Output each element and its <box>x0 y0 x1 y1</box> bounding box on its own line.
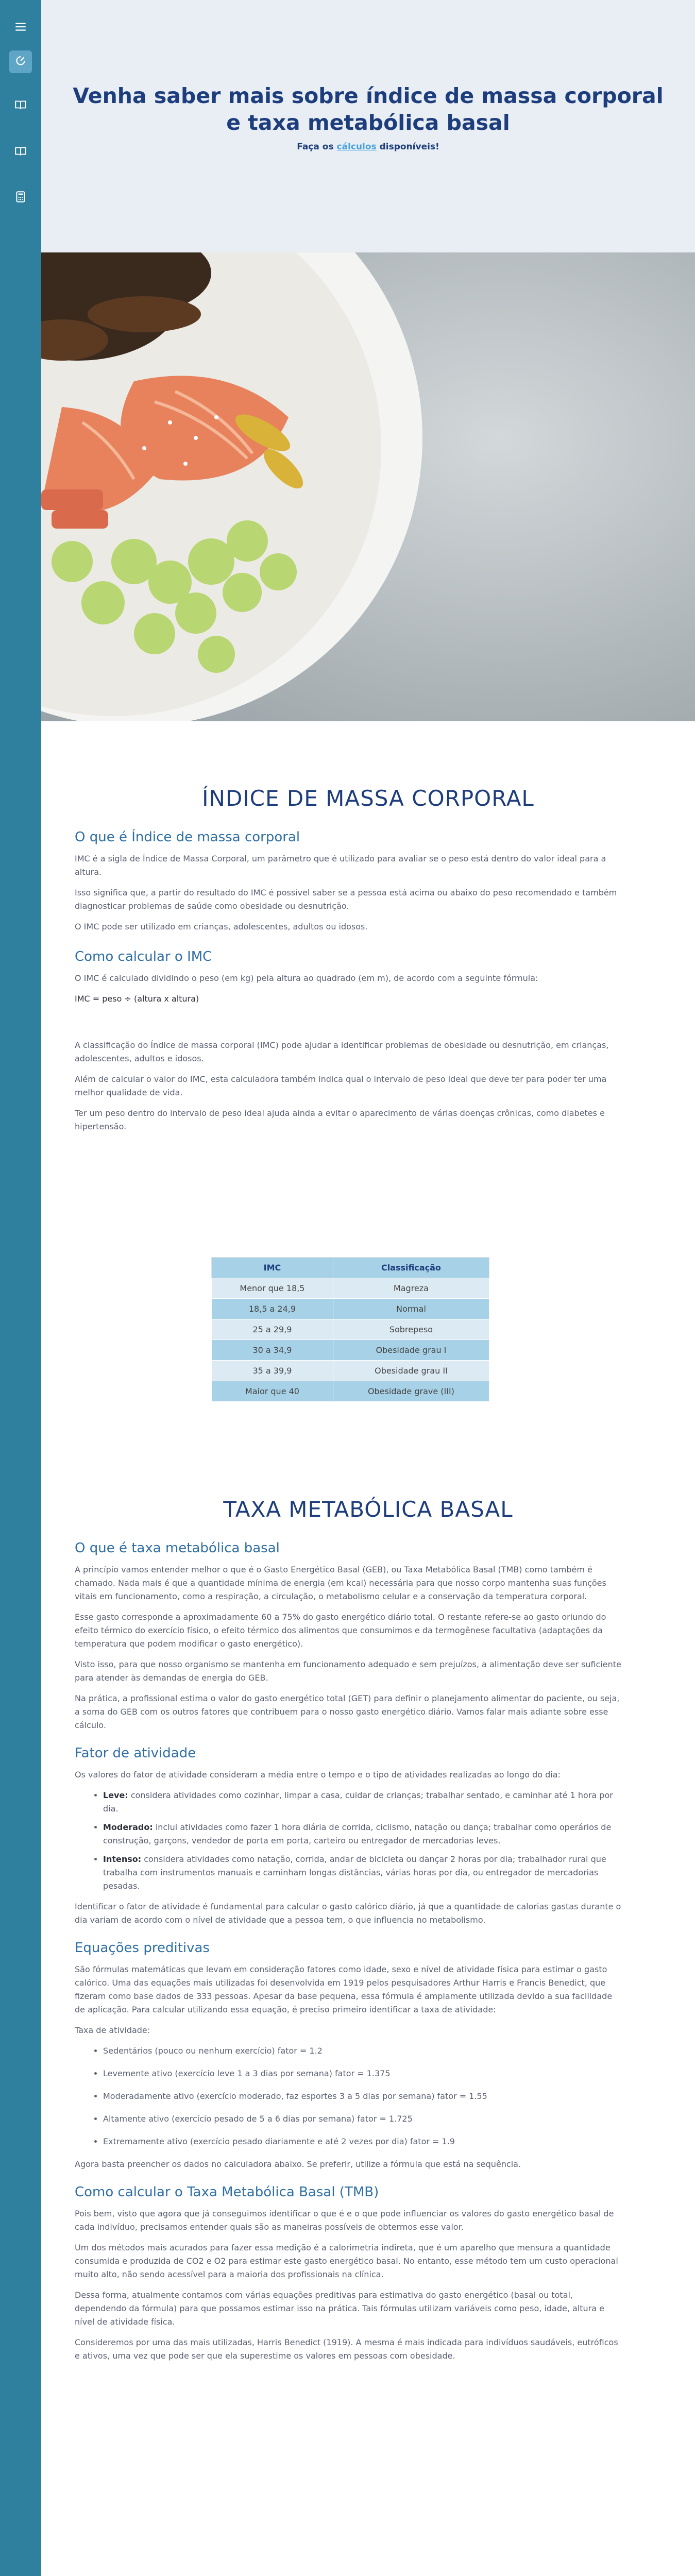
tmb-what-heading: O que é taxa metabólica basal <box>75 1540 280 1556</box>
imc-paragraph: IMC é a sigla de Índice de Massa Corporal, um parâmetro que é utilizado para avaliar se o peso está dentro do valor ideal para a altura. <box>75 854 606 877</box>
list-item: • Extremamente ativo (exercício pesado diariamente e até 2 vezes por dia) fator = 1.9 <box>103 2135 623 2148</box>
table-row: 18,5 a 24,9 Normal <box>212 1299 489 1319</box>
food-bowl-image <box>41 252 695 721</box>
tmb-paragraph: Consideremos por uma das mais utilizadas, Harris Benedict (1919). A mesma é mais indicada para indivíduos saudáveis, eutróficos e ativos, uma vez que pode ser que ela superestime os valores em pessoas com obesidade. <box>75 2337 618 2361</box>
tmb-paragraph: Esse gasto corresponde a aproximadamente 60 a 75% do gasto energético diário total. O restante refere-se ao gasto oriundo do efeito térmico do exercício físico, o efeito térmico dos alimentos que consumimos e da termogênese facultativa (adaptações da temperatura que podem modificar o gasto energético). <box>75 1612 606 1649</box>
imc-paragraph: Isso significa que, a partir do resultado do IMC é possível saber se a pessoa está acima ou abaixo do peso recomendado e também diagnosticar problemas de saúde como obesidade ou desnutrição. <box>75 888 617 911</box>
tmb-paragraph: Visto isso, para que nosso organismo se mantenha em funcionamento adequado e sem prejuízos, a alimentação deve ser suficiente para atender às demandas de energia do GEB. <box>75 1659 621 1683</box>
list-item: • Moderado: inclui atividades como fazer 1 hora diária de corrida, ciclismo, natação ou dança; trabalhar como operários de construção, garçons, vendedor de porta em porta, carteiro ou entregador de mercadorias leves. <box>103 1821 623 1848</box>
table-header: IMC <box>212 1258 333 1278</box>
imc-paragraph: O IMC pode ser utilizado em crianças, adolescentes, adultos ou idosos. <box>75 922 368 931</box>
hero-title: Venha saber mais sobre índice de massa corporal e taxa metabólica basal <box>73 83 664 135</box>
imc-paragraph: A classificação do Índice de massa corporal (IMC) pode ajudar a identificar problemas de obesidade ou desnutrição, em crianças, adolescentes, adultos e idosos. <box>75 1040 609 1063</box>
table-row: 30 a 34,9 Obesidade grau I <box>212 1340 489 1361</box>
activity-rate-list <box>103 2044 623 2148</box>
tmb-paragraph: Um dos métodos mais acurados para fazer essa medição é a calorimetria indireta, que é um aparelho que mensura a quantidade consumida e produzida de CO2 e O2 para estimar este gasto energético basal. No entanto, esse método tem um custo operacional muito alto, não sendo acessível para a maioria dos profissionais na clínica. <box>75 2243 618 2279</box>
imc-content <box>75 829 623 1141</box>
calculos-link[interactable]: cálculos <box>336 142 377 152</box>
tmb-content <box>75 1540 623 2370</box>
list-item: • Intenso: considera atividades como natação, corrida, andar de bicicleta ou dançar 2 horas por dia; trabalhador rural que trabalha com instrumentos manuais e caminham longas distâncias, várias horas por dia, ou entregador de mercadorias pesadas. <box>103 1853 623 1893</box>
home-icon[interactable] <box>9 50 32 73</box>
tmb-paragraph: Dessa forma, atualmente contamos com várias equações preditivas para estimativa do gasto energético (basal ou total, dependendo da fórmula) para que possamos estimar isso na prática. Tais fórmulas utilizam variáveis como peso, idade, altura e nível de atividade física. <box>75 2290 604 2327</box>
tmb-paragraph: Pois bem, visto que agora que já conseguimos identificar o que é e o que pode influenciar os valores do gasto energético basal de cada indivíduo, precisamos entender quais são as maneiras possíveis de obtermos esse valor. <box>75 2209 614 2232</box>
list-item: • Leve: considera atividades como cozinhar, limpar a casa, cuidar de crianças; trabalhar sentado, e caminhar até 1 hora por dia. <box>103 1789 623 1816</box>
tmb-paragraph: Taxa de atividade: <box>75 2025 150 2035</box>
equations-heading: Equações preditivas <box>75 1940 210 1956</box>
tmb-paragraph: Identificar o fator de atividade é fundamental para calcular o gasto calórico diário, já que a quantidade de calorias gastas durante o dia variam de acordo com o nível de atividade que a pessoa tem, o que influencia no metabolismo. <box>75 1902 621 1925</box>
table-row: Maior que 40 Obesidade grave (III) <box>212 1381 489 1402</box>
tmb-paragraph: Na prática, a profissional estima o valor do gasto energético total (GET) para definir o planejamento alimentar do paciente, ou seja, a soma do GEB com os outros fatores que contribuem para o nosso gasto energético diário. Vamos falar mais adiante sobre esse cálculo. <box>75 1693 620 1730</box>
tmb-paragraph: Agora basta preencher os dados no calculadora abaixo. Se preferir, utilize a fórmula que está na sequência. <box>75 2159 521 2169</box>
list-item: • Sedentários (pouco ou nenhum exercício) fator = 1.2 <box>103 2044 623 2058</box>
hero-banner <box>41 0 695 252</box>
tmb-paragraph: Os valores do fator de atividade consideram a média entre o tempo e o tipo de atividades realizadas ao longo do dia: <box>75 1770 561 1780</box>
book-open-icon[interactable] <box>9 140 32 163</box>
imc-what-heading: O que é Índice de massa corporal <box>75 829 300 845</box>
imc-classification-table <box>211 1257 489 1402</box>
activity-heading: Fator de atividade <box>75 1745 196 1761</box>
table-header: Classificação <box>333 1258 489 1278</box>
menu-icon[interactable] <box>9 15 32 38</box>
book-icon[interactable] <box>9 94 32 116</box>
table-row: 25 a 29,9 Sobrepeso <box>212 1319 489 1340</box>
list-item: • Levemente ativo (exercício leve 1 a 3 dias por semana) fator = 1.375 <box>103 2067 623 2080</box>
imc-paragraph: Além de calcular o valor do IMC, esta calculadora também indica qual o intervalo de peso ideal que deve ter para poder ter uma melhor qualidade de vida. <box>75 1074 607 1097</box>
calculator-icon[interactable] <box>9 185 32 208</box>
imc-formula: IMC = peso ÷ (altura x altura) <box>75 994 199 1004</box>
imc-paragraph: O IMC é calculado dividindo o peso (em kg) pela altura ao quadrado (em m), de acordo com a seguinte fórmula: <box>75 973 538 983</box>
imc-paragraph: Ter um peso dentro do intervalo de peso ideal ajuda ainda a evitar o aparecimento de várias doenças crônicas, como diabetes e hipertensão. <box>75 1108 605 1131</box>
tmb-paragraph: São fórmulas matemáticas que levam em consideração fatores como idade, sexo e nível de atividade física para estimar o gasto calórico. Uma das equações mais utilizadas foi desenvolvida em 1919 pelos pesquisadores Arthur Harris e Francis Benedict, que fizeram como base dados de 333 pessoas. Apesar da base pequena, essa fórmula é amplamente utilizada devido a sua facilidade de aplicação. Para calcular utilizando essa equação, é preciso primeiro identificar a taxa de atividade: <box>75 1964 613 2014</box>
table-row: 35 a 39,9 Obesidade grau II <box>212 1361 489 1381</box>
tmb-calc-heading: Como calcular o Taxa Metabólica Basal (TMB) <box>75 2184 379 2200</box>
tmb-paragraph: A princípio vamos entender melhor o que é o Gasto Energético Basal (GEB), ou Taxa Metabólica Basal (TMB) como também é chamado. Nada mais é que a quantidade mínima de energia (em kcal) necessária para que nosso corpo mantenha suas funções vitais em funcionamento, como a respiração, a circulação, o metabolismo celular e a conservação da temperatura corporal. <box>75 1565 606 1601</box>
list-item: • Altamente ativo (exercício pesado de 5 a 6 dias por semana) fator = 1.725 <box>103 2112 623 2126</box>
activity-list <box>103 1789 623 1893</box>
imc-calc-heading: Como calcular o IMC <box>75 949 212 964</box>
hero-subtitle: Faça os cálculos disponíveis! <box>297 142 439 152</box>
list-item: • Moderadamente ativo (exercício moderado, faz esportes 3 a 5 dias por semana) fator = 1.55 <box>103 2090 623 2103</box>
tmb-section-title: TAXA METABÓLICA BASAL <box>223 1497 513 1522</box>
table-row: Menor que 18,5 Magreza <box>212 1278 489 1299</box>
sidebar <box>0 0 41 2576</box>
imc-section-title: ÍNDICE DE MASSA CORPORAL <box>202 786 534 811</box>
